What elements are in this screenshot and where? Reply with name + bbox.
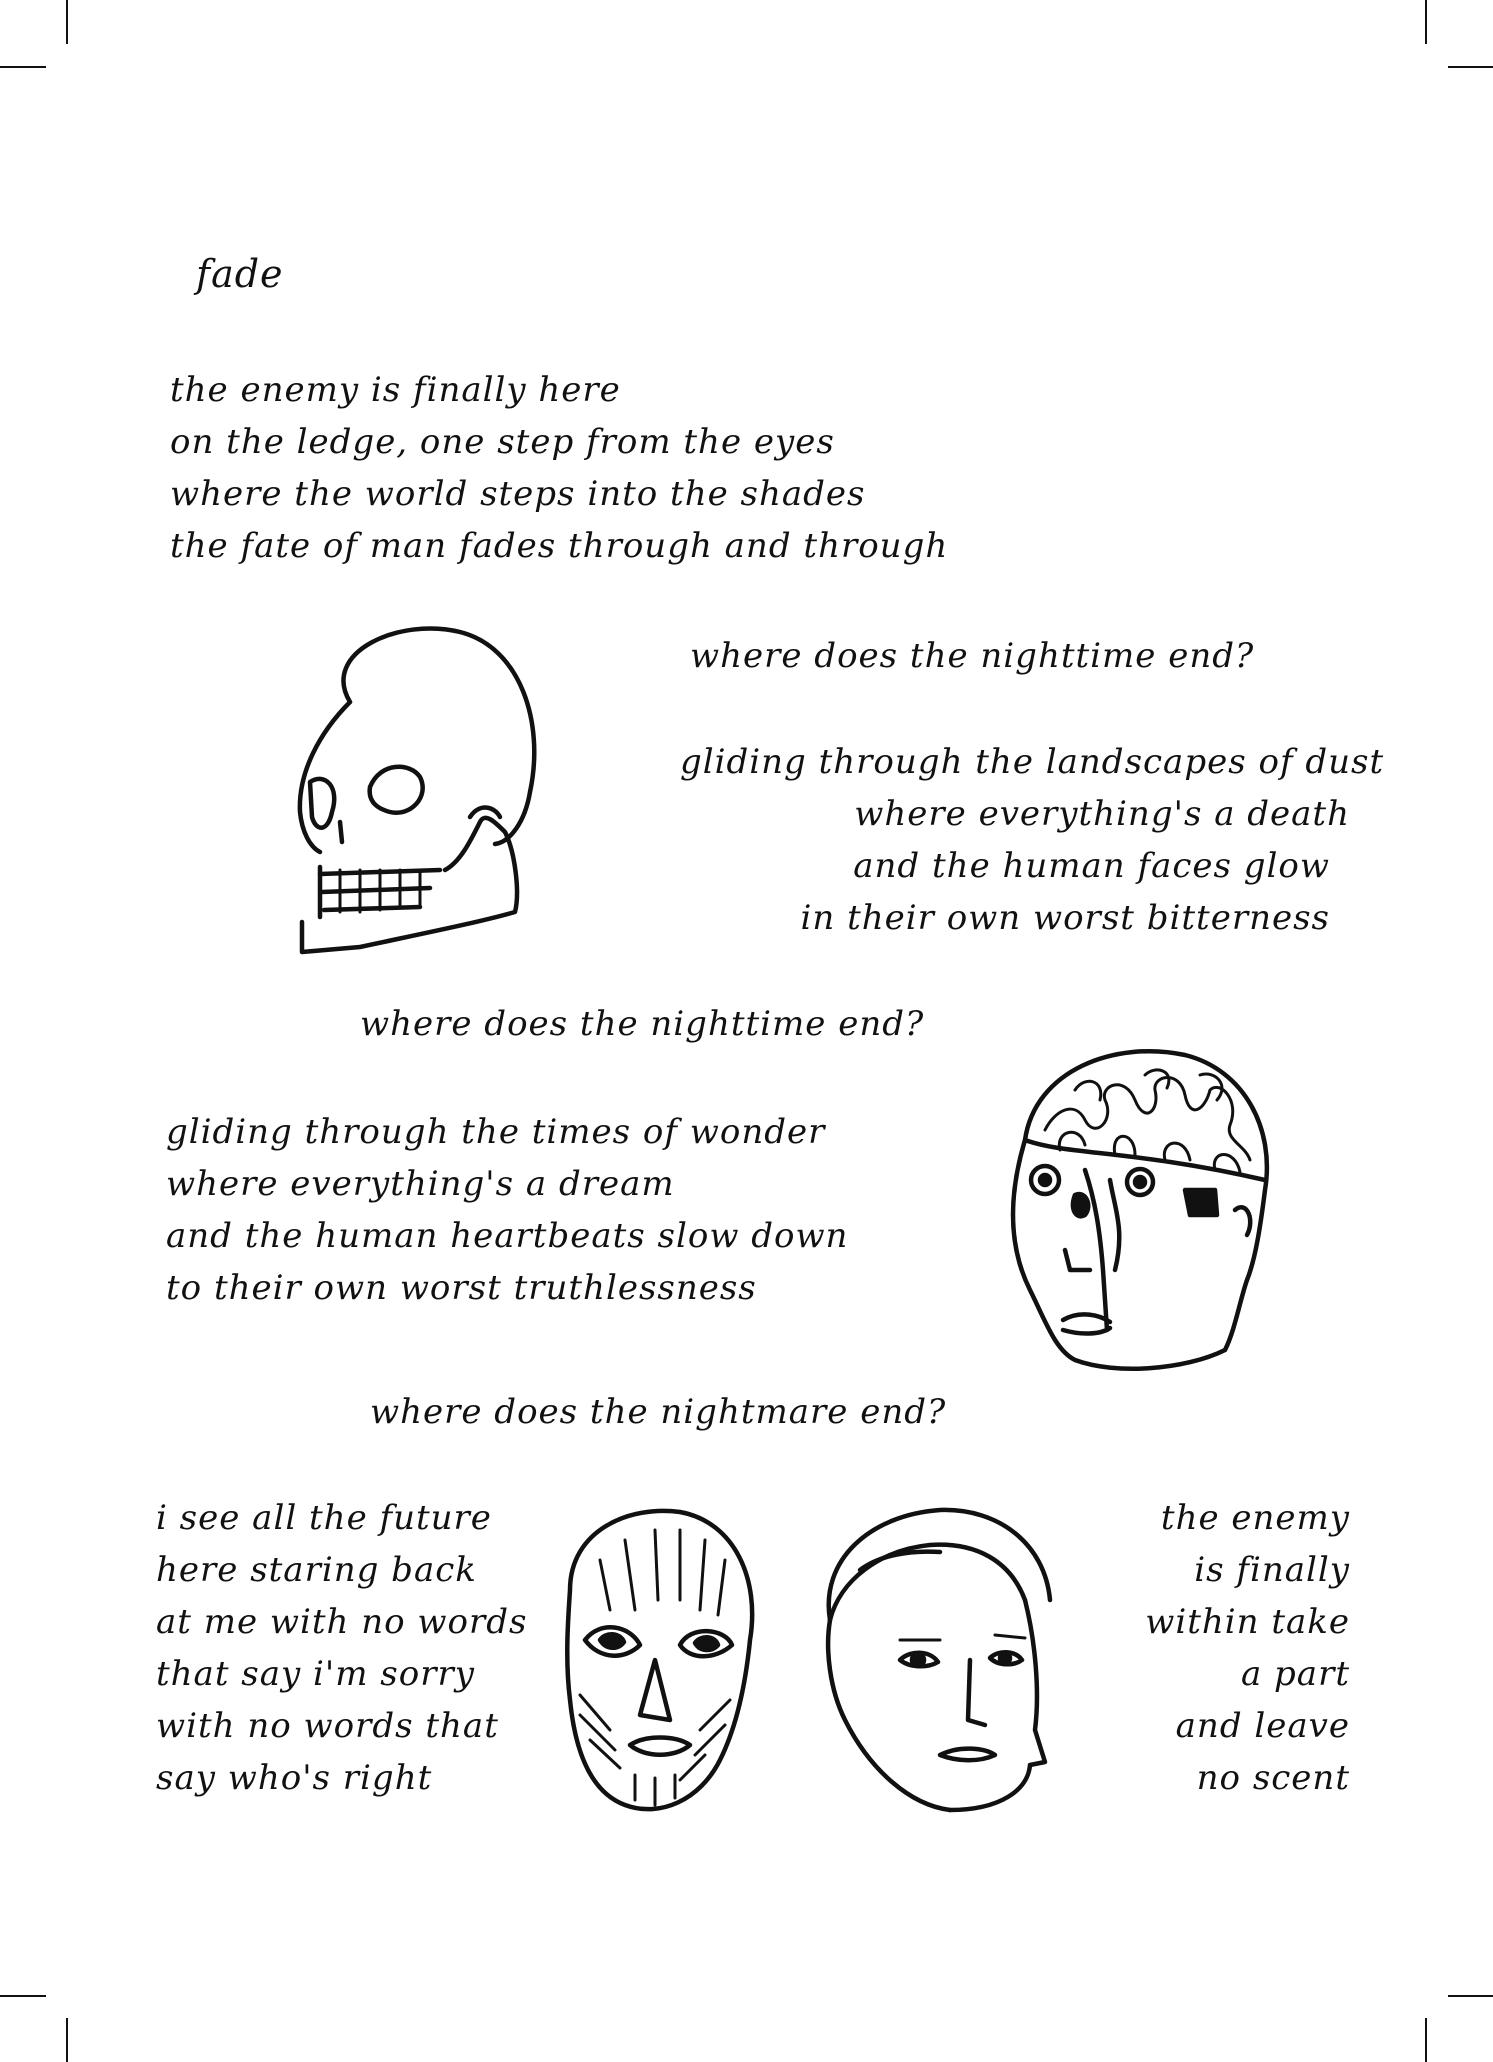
stanza-2-line: in their own worst bitterness	[800, 898, 1330, 938]
stanza-1	[170, 364, 948, 572]
stanza-1-line: the fate of man fades through and through	[170, 526, 949, 566]
human-face-illustration	[800, 1500, 1060, 1820]
stanza-3-line: gliding through the times of wonder	[166, 1112, 826, 1152]
stanza-4-left-line: i see all the future	[156, 1498, 492, 1538]
question-2: where does the nighttime end?	[360, 1004, 925, 1044]
stanza-3	[166, 1106, 848, 1314]
crop-mark-bottom-left-h	[0, 1995, 46, 1997]
stanza-1-line: on the ledge, one step from the eyes	[170, 422, 835, 462]
stanza-4-right-line: within take	[1145, 1602, 1350, 1642]
question-3: where does the nightmare end?	[370, 1392, 947, 1432]
crop-mark-bottom-left-v	[66, 2018, 68, 2062]
stanza-2-line: and the human faces glow	[853, 846, 1330, 886]
stanza-2	[680, 736, 1385, 944]
crop-mark-bottom-right-v	[1425, 2018, 1427, 2062]
stanza-4-left-line: say who's right	[156, 1758, 433, 1798]
stanza-3-line: where everything's a dream	[166, 1164, 675, 1204]
stanza-1-line: where the world steps into the shades	[170, 474, 866, 514]
muscle-face-illustration	[540, 1500, 770, 1820]
stanza-4-right-line: is finally	[1194, 1550, 1350, 1590]
crop-mark-top-left-v	[66, 0, 68, 44]
stanza-2-line: where everything's a death	[854, 794, 1350, 834]
stanza-4-left-line: here staring back	[156, 1550, 477, 1590]
question-1: where does the nighttime end?	[690, 636, 1255, 676]
brain-head-illustration	[985, 1030, 1285, 1380]
stanza-4-right-line: no scent	[1196, 1758, 1350, 1798]
crop-mark-top-right-h	[1448, 66, 1493, 68]
crop-mark-top-left-h	[0, 66, 46, 68]
stanza-1-line: the enemy is finally here	[170, 370, 621, 410]
stanza-4-right	[1080, 1492, 1350, 1804]
stanza-4-left-line: that say i'm sorry	[156, 1654, 475, 1694]
stanza-3-line: and the human heartbeats slow down	[166, 1216, 849, 1256]
stanza-2-line: gliding through the landscapes of dust	[680, 742, 1385, 782]
stanza-4-right-line: and leave	[1175, 1706, 1350, 1746]
stanza-3-line: to their own worst truthlessness	[166, 1268, 757, 1308]
crop-mark-top-right-v	[1425, 0, 1427, 44]
stanza-4-right-line: a part	[1240, 1654, 1350, 1694]
stanza-4-left	[156, 1492, 527, 1804]
stanza-4-left-line: at me with no words	[156, 1602, 528, 1642]
stanza-4-left-line: with no words that	[156, 1706, 499, 1746]
poem-title: fade	[196, 252, 284, 296]
stanza-4-right-line: the enemy	[1160, 1498, 1350, 1538]
skull-illustration	[280, 612, 550, 962]
crop-mark-bottom-right-h	[1448, 1995, 1493, 1997]
